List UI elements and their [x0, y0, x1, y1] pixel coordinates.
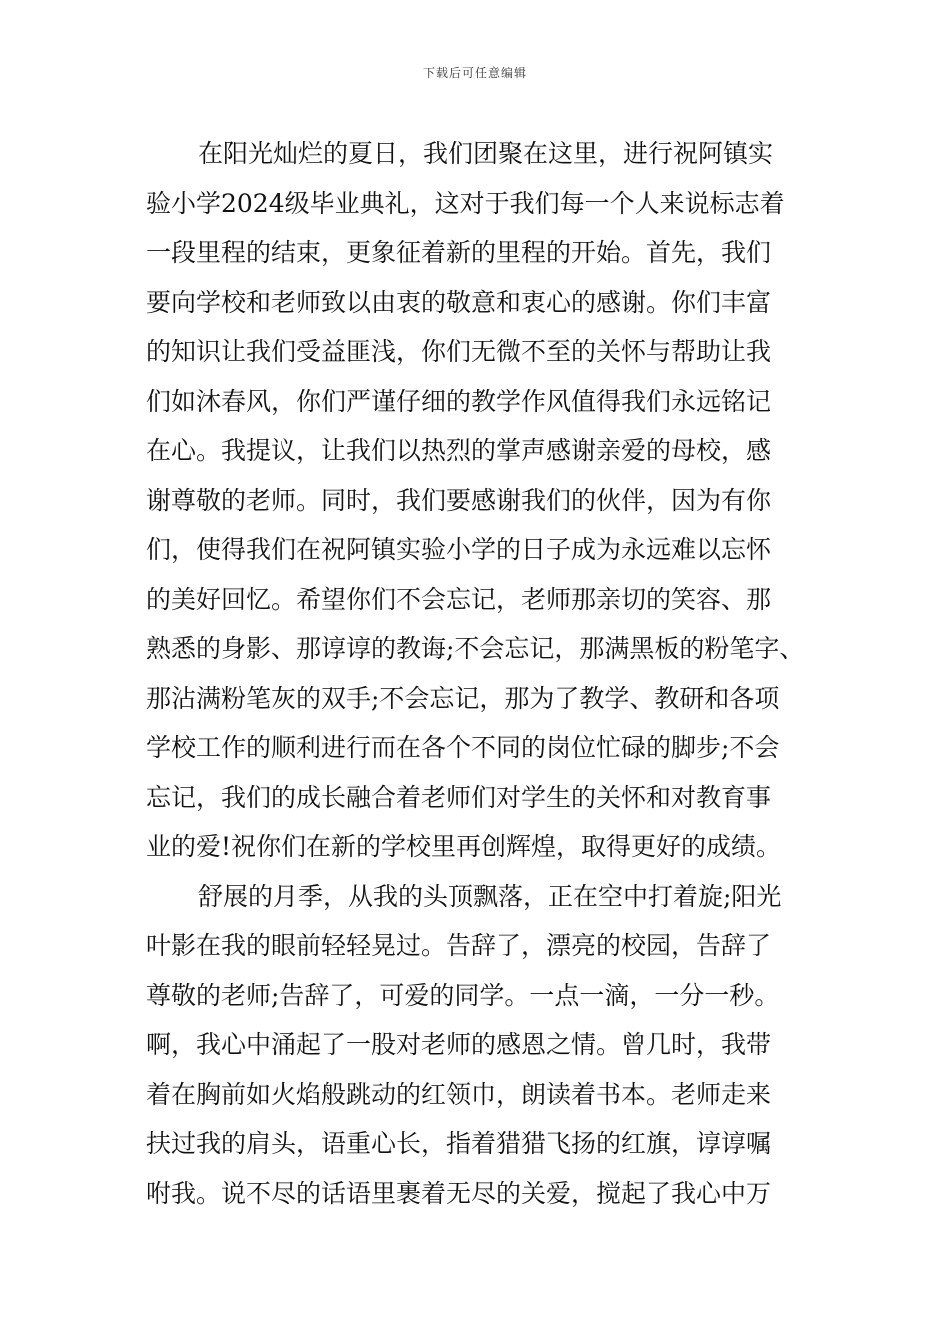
paragraph-1-line-1: 在阳光灿烂的夏日，我们团聚在这里，进行祝阿镇实	[198, 139, 774, 168]
paragraph-1-line-2: 验小学2024级毕业典礼，这对于我们每一个人来说标志着	[146, 188, 785, 218]
paragraph-1-line-4: 要向学校和老师致以由衷的敬意和衷心的感谢。你们丰富	[146, 287, 772, 317]
paragraph-2-line-1: 舒展的月季，从我的头顶飘落，正在空中打着旋;阳光	[198, 881, 782, 911]
paragraph-2-line-7: 咐我。说不尽的话语里裹着无尽的关爱，搅起了我心中万	[146, 1178, 772, 1208]
paragraph-1-line-9: 们，使得我们在祝阿镇实验小学的日子成为永远难以忘怀	[146, 535, 772, 564]
paragraph-1-line-13: 学校工作的顺利进行而在各个不同的岗位忙碌的脚步;不会	[146, 733, 780, 762]
paragraph-2-line-3: 尊敬的老师;告辞了，可爱的同学。一点一滴，一分一秒。	[146, 980, 780, 1010]
page-header: 下载后可任意编辑	[422, 66, 527, 80]
paragraph-1-line-12: 那沾满粉笔灰的双手;不会忘记，那为了教学、教研和各项	[146, 683, 780, 713]
paragraph-1-line-7: 在心。我提议，让我们以热烈的掌声感谢亲爱的母校，感	[146, 436, 772, 465]
paragraph-1-line-14: 忘记，我们的成长融合着老师们对学生的关怀和对教育事	[146, 782, 772, 812]
paragraph-1-line-5: 的知识让我们受益匪浅，你们无微不至的关怀与帮助让我	[146, 337, 772, 366]
paragraph-1-line-3: 一段里程的结束，更象征着新的里程的开始。首先，我们	[146, 238, 772, 267]
paragraph-2-line-5: 着在胸前如火焰般跳动的红领巾，朗读着书本。老师走来	[146, 1079, 772, 1109]
paragraph-2-line-2: 叶影在我的眼前轻轻晃过。告辞了，漂亮的校园，告辞了	[146, 931, 772, 960]
paragraph-1-line-11: 熟悉的身影、那谆谆的教诲;不会忘记，那满黑板的粉笔字、	[146, 634, 805, 663]
paragraph-1-line-15: 业的爱!祝你们在新的学校里再创辉煌，取得更好的成绩。	[146, 832, 782, 861]
paragraph-1-line-8: 谢尊敬的老师。同时，我们要感谢我们的伙伴，因为有你	[146, 485, 772, 515]
paragraph-2-line-6: 扶过我的肩头，语重心长，指着猎猎飞扬的红旗，谆谆嘱	[146, 1129, 772, 1158]
paragraph-1-line-6: 们如沐春风，你们严谨仔细的教学作风值得我们永远铭记	[146, 386, 772, 416]
paragraph-2-line-4: 啊，我心中涌起了一股对老师的感恩之情。曾几时，我带	[146, 1030, 772, 1059]
paragraph-1-line-10: 的美好回忆。希望你们不会忘记，老师那亲切的笑容、那	[146, 584, 772, 614]
document-body	[146, 129, 806, 1218]
